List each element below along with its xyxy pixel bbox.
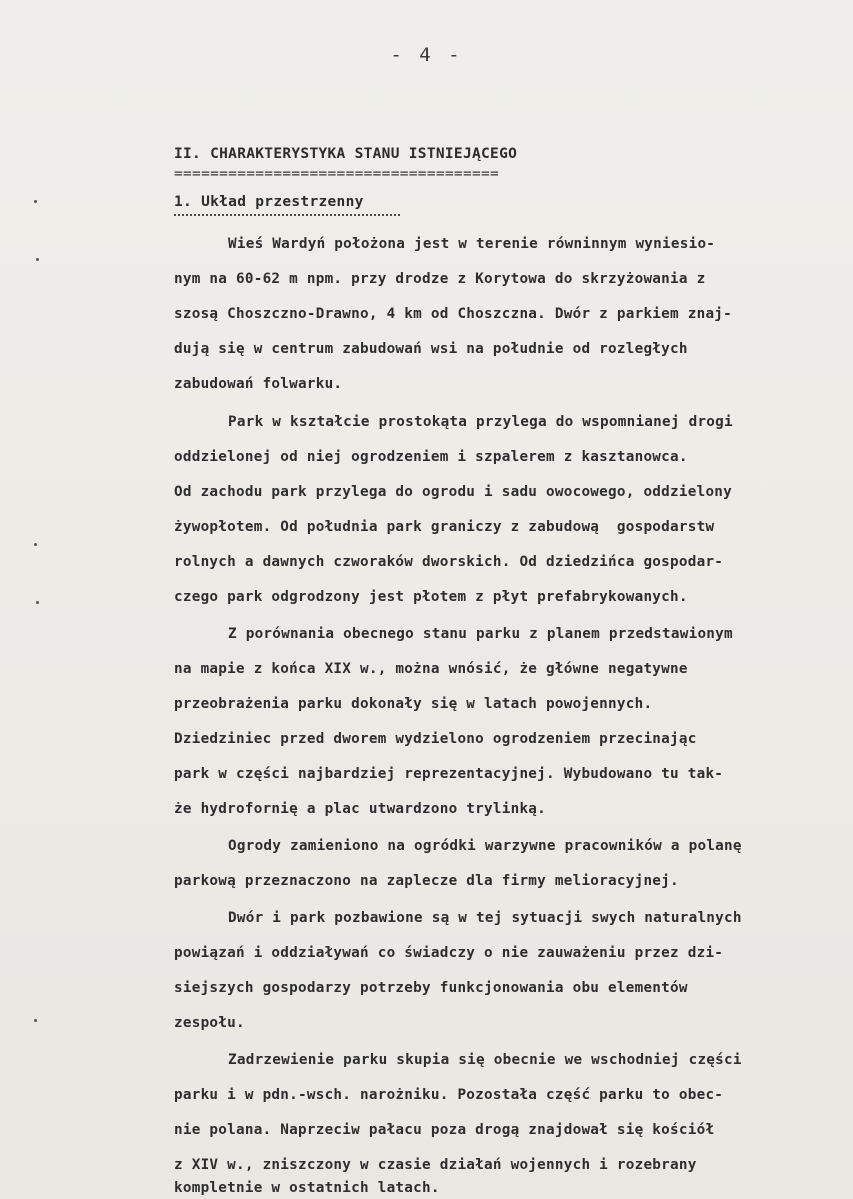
section-heading: II. CHARAKTERYSTYKA STANU ISTNIEJĄCEGO	[174, 146, 518, 162]
text-line: Wieś Wardyń położona jest w terenie równinnym wyniesio-	[228, 236, 716, 252]
text-line: dują się w centrum zabudowań wsi na południe od rozległych	[174, 341, 688, 357]
text-line: Dwór i park pozbawione są w tej sytuacji swych naturalnych	[228, 910, 742, 926]
text-line: czego park odgrodzony jest płotem z płyt prefabrykowanych.	[174, 589, 688, 605]
text-line: na mapie z końca XIX w., można wnósić, że główne negatywne	[174, 661, 688, 677]
text-line: powiązań i oddziaływań co świadczy o nie zauważeniu przez dzi-	[174, 945, 724, 961]
text-line: park w części najbardziej reprezentacyjnej. Wybudowano tu tak-	[174, 766, 724, 782]
text-line: Od zachodu park przylega do ogrodu i sadu owocowego, oddzielony	[174, 484, 733, 500]
heading-double-underline: ====================================	[174, 166, 500, 182]
text-line: rolnych a dawnych czworaków dworskich. Od dziedzińca gospodar-	[174, 554, 724, 570]
text-line: że hydrofornię a plac utwardzono trylinką.	[174, 801, 547, 817]
margin-punch-mark	[34, 200, 37, 203]
text-line: parku i w pdn.-wsch. narożniku. Pozostała część parku to obec-	[174, 1087, 724, 1103]
text-line: siejszych gospodarzy potrzeby funkcjonowania obu elementów	[174, 980, 688, 996]
text-line: oddzielonej od niej ogrodzeniem i szpalerem z kasztanowca.	[174, 449, 688, 465]
text-line: Ogrody zamieniono na ogródki warzywne pracowników a polanę	[228, 838, 742, 854]
margin-punch-mark	[34, 543, 37, 546]
text-line: kompletnie w ostatnich latach.	[174, 1180, 440, 1196]
text-line: Zadrzewienie parku skupia się obecnie we wschodniej części	[228, 1052, 742, 1068]
text-line: zespołu.	[174, 1015, 245, 1031]
text-line: szosą Choszczno-Drawno, 4 km od Choszczna. Dwór z parkiem znaj-	[174, 306, 733, 322]
subsection-heading: 1. Układ przestrzenny	[174, 194, 364, 210]
text-line: z XIV w., zniszczony w czasie działań wojennych i rozebrany	[174, 1157, 697, 1173]
text-line: żywopłotem. Od południa park graniczy z zabudową gospodarstw	[174, 519, 715, 535]
margin-punch-mark	[36, 258, 39, 261]
text-line: Z porównania obecnego stanu parku z planem przedstawionym	[228, 626, 733, 642]
text-line: Dziedziniec przed dworem wydzielono ogrodzeniem przecinając	[174, 731, 697, 747]
text-line: Park w kształcie prostokąta przylega do wspomnianej drogi	[228, 414, 733, 430]
subsection-underline	[174, 214, 400, 216]
text-line: parkową przeznaczono na zaplecze dla firmy melioracyjnej.	[174, 873, 679, 889]
margin-punch-mark	[36, 601, 39, 604]
text-line: zabudowań folwarku.	[174, 376, 343, 392]
text-line: nie polana. Naprzeciw pałacu poza drogą znajdował się kościół	[174, 1122, 715, 1138]
text-line: nym na 60-62 m npm. przy drodze z Korytowa do skrzyżowania z	[174, 271, 706, 287]
text-line: przeobrażenia parku dokonały się w latach powojennych.	[174, 696, 653, 712]
margin-punch-mark	[34, 1019, 37, 1022]
page-number: - 4 -	[390, 44, 463, 66]
